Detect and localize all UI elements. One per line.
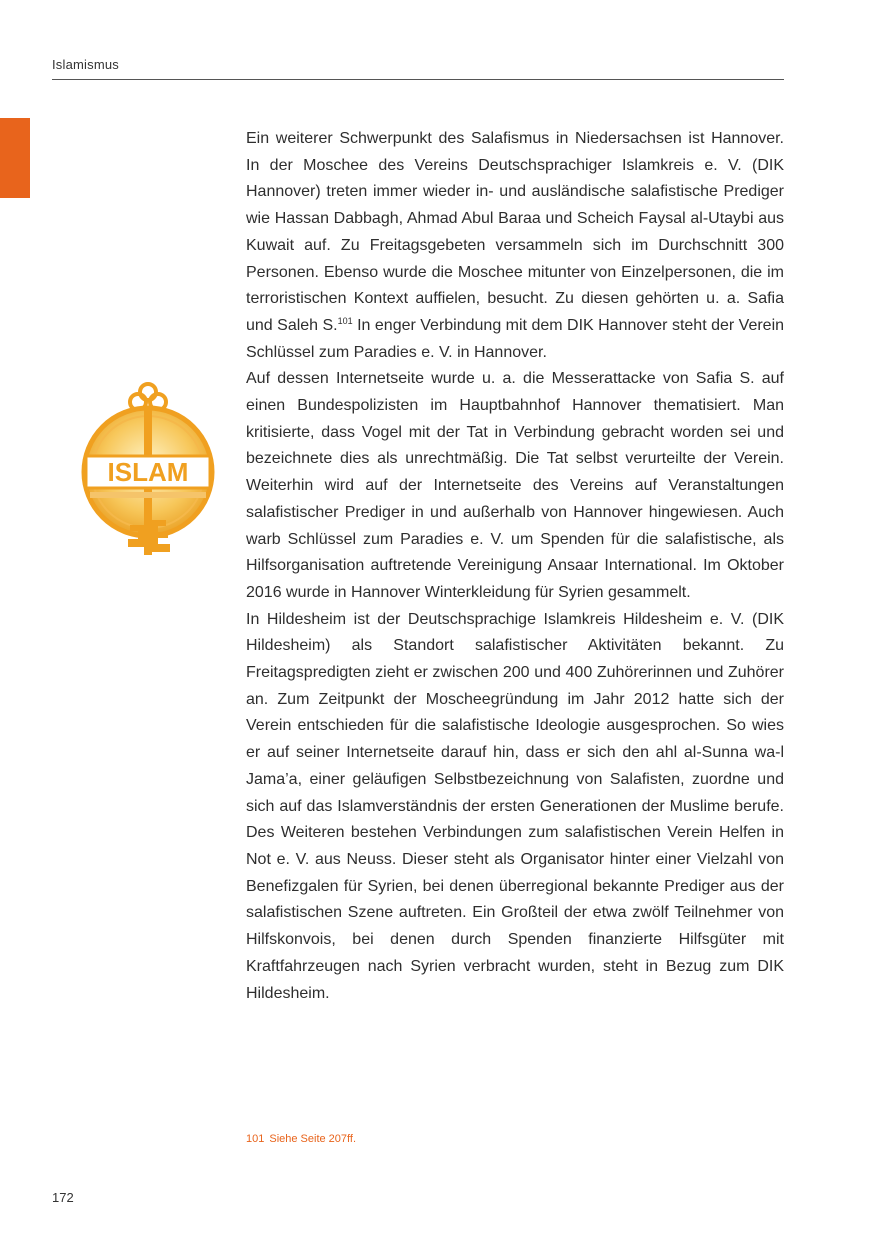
paragraph-schluessel: Auf dessen Internetseite wurde u. a. die Messerattacke von Safia S. auf einen Bundespolizisten im Hauptbahnhof Hannover thematisiert. Man kritisierte, dass Vogel mit der Tat in Verbindung gebracht worden sei und bezeichnete dies als unrechtmäßig. Die Tat selbst verurteilte der Verein. Weiterhin wird auf der Internetseite des Vereins auf Veranstaltungen salafistischer Prediger in und außerhalb von Hannover hingewiesen. Auch warb Schlüssel zum Paradies e. V. um Spenden für die salafistische, als Hilfsorganisation auftretende Vereinigung Ansaar International. Im Oktober 2016 wurde in Hannover Winterkleidung für Syrien gesammelt. [246, 370, 784, 601]
logo-text: ISLAM [107, 457, 189, 487]
section-accent-bar [0, 118, 30, 198]
footnote [246, 1133, 361, 1145]
islam-key-logo [78, 380, 218, 570]
paragraph-hildesheim: In Hildesheim ist der Deutschsprachige Islamkreis Hildesheim e. V. (DIK Hildesheim) als Standort salafistischer Aktivitäten bekannt. Zu Freitagspredigten zieht er zwischen 200 und 400 Zuhörerinnen und Zuhörer an. Zum Zeitpunkt der Moscheegründung im Jahr 2012 hatte sich der Verein entschieden für die salafistische Ideologie ausgesprochen. So wies er auf seiner Internetseite darauf hin, dass er sich den ahl al-Sunna wa-l Jama’a, einer geläufigen Selbstbezeichnung von Salafisten, zuordne und sich auf das Islamverständnis der ersten Generationen der Muslime berufe. Des Weiteren bestehen Verbindungen zum salafistischen Verein Helfen in Not e. V. aus Neuss. Dieser steht als Organisator hinter einer Vielzahl von Benefizgalen für Syrien, bei denen überregional bekannte Prediger aus der salafistischen Szene auftreten. Ein Großteil der etwa zwölf Teilnehmer von Hilfskonvois, bei denen durch Spenden finanzierte Hilfsgüter mit Kraftfahrzeugen nach Syrien verbracht wurden, steht in Bezug zum DIK Hildesheim. [246, 610, 784, 1002]
paragraph-hannover [246, 126, 784, 366]
footnote-reference: 101 [337, 315, 353, 326]
footnote-text: Siehe Seite 207ff. [269, 1133, 357, 1145]
page-number: 172 [52, 1190, 74, 1205]
header-divider [52, 79, 784, 80]
running-header: Islamismus [52, 57, 120, 72]
main-body-text [246, 126, 784, 1007]
paragraph-text: In enger Verbindung mit dem DIK Hannover steht der Verein Schlüssel zum Paradies e. V. in Hannover. [246, 316, 785, 361]
paragraph-text: Ein weiterer Schwerpunkt des Salafismus in Niedersachsen ist Hannover. In der Moschee des Vereins Deutschsprachiger Islamkreis e. V. (DIK Hannover) treten immer wieder in- und ausländische salafistische Prediger wie Hassan Dabbagh, Ahmad Abul Baraa und Scheich Faysal al-Utaybi aus Kuwait auf. Zu Freitagsgebeten versammeln sich im Durchschnitt 300 Personen. Ebenso wurde die Moschee mitunter von Einzelpersonen, die im terroristischen Kontext auffielen, besucht. Zu diesen gehörten u. a. Safia und Saleh S. [246, 130, 784, 334]
footnote-number: 101 [246, 1133, 265, 1145]
